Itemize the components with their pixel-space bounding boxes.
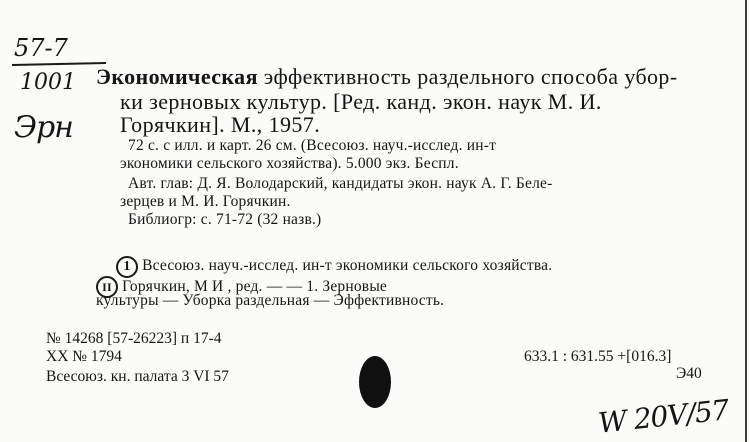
authors-line-2: зерцев и М. И. Горячкин. xyxy=(120,193,291,210)
subject-text-1: Всесоюз. науч.-исслед. ин-т экономики сельского хозяйства. xyxy=(142,257,553,274)
subject-marker-1: 1 xyxy=(116,256,138,278)
title-line-1-rest: эффективность раздельного способа убор- xyxy=(263,64,678,89)
xx-number: ХХ № 1794 xyxy=(46,348,122,365)
card-edge xyxy=(745,0,747,442)
title-line-2: ки зерновых культур. [Ред. канд. экон. наук М. И. xyxy=(120,89,602,114)
book-chamber-stamp: Всесоюз. кн. палата 3 VI 57 xyxy=(46,368,229,385)
handwritten-initials: Эрн xyxy=(14,110,73,145)
serial-number: 1001 xyxy=(20,70,76,95)
punch-hole xyxy=(355,352,395,412)
authors-line-1: Авт. глав: Д. Я. Володарский, кандидаты экон. наук А. Г. Беле- xyxy=(128,175,553,192)
title-line-3: Горячкин]. М., 1957. xyxy=(120,112,321,137)
subject-marker-2: II xyxy=(96,276,118,298)
udc-classification: 633.1 : 631.55 +[016.3] xyxy=(524,348,672,365)
call-number-underline xyxy=(10,60,110,68)
description-line-1: 72 с. с илл. и карт. 26 см. (Всесоюз. науч.-исслед. ин-т xyxy=(128,137,497,154)
handwritten-stamp-number: W 20V/57 xyxy=(596,393,730,440)
call-number: 57-7 xyxy=(14,34,68,62)
bibliography-note: Библиогр: с. 71-72 (32 назв.) xyxy=(128,211,322,228)
catalog-code: Э40 xyxy=(676,365,702,382)
subject-text-2: Горячкин, М И , ред. — — 1. Зерновые xyxy=(122,278,388,295)
subject-line-1 xyxy=(116,256,552,278)
description-line-2: экономики сельского хозяйства). 5.000 экз. Беспл. xyxy=(120,155,459,172)
title-line-1 xyxy=(96,64,678,90)
subject-line-3: культуры — Уборка раздельная — Эффективность. xyxy=(96,292,445,309)
title-heading: Экономическая xyxy=(96,64,258,89)
record-number: № 14268 [57-26223] п 17-4 xyxy=(46,330,222,347)
